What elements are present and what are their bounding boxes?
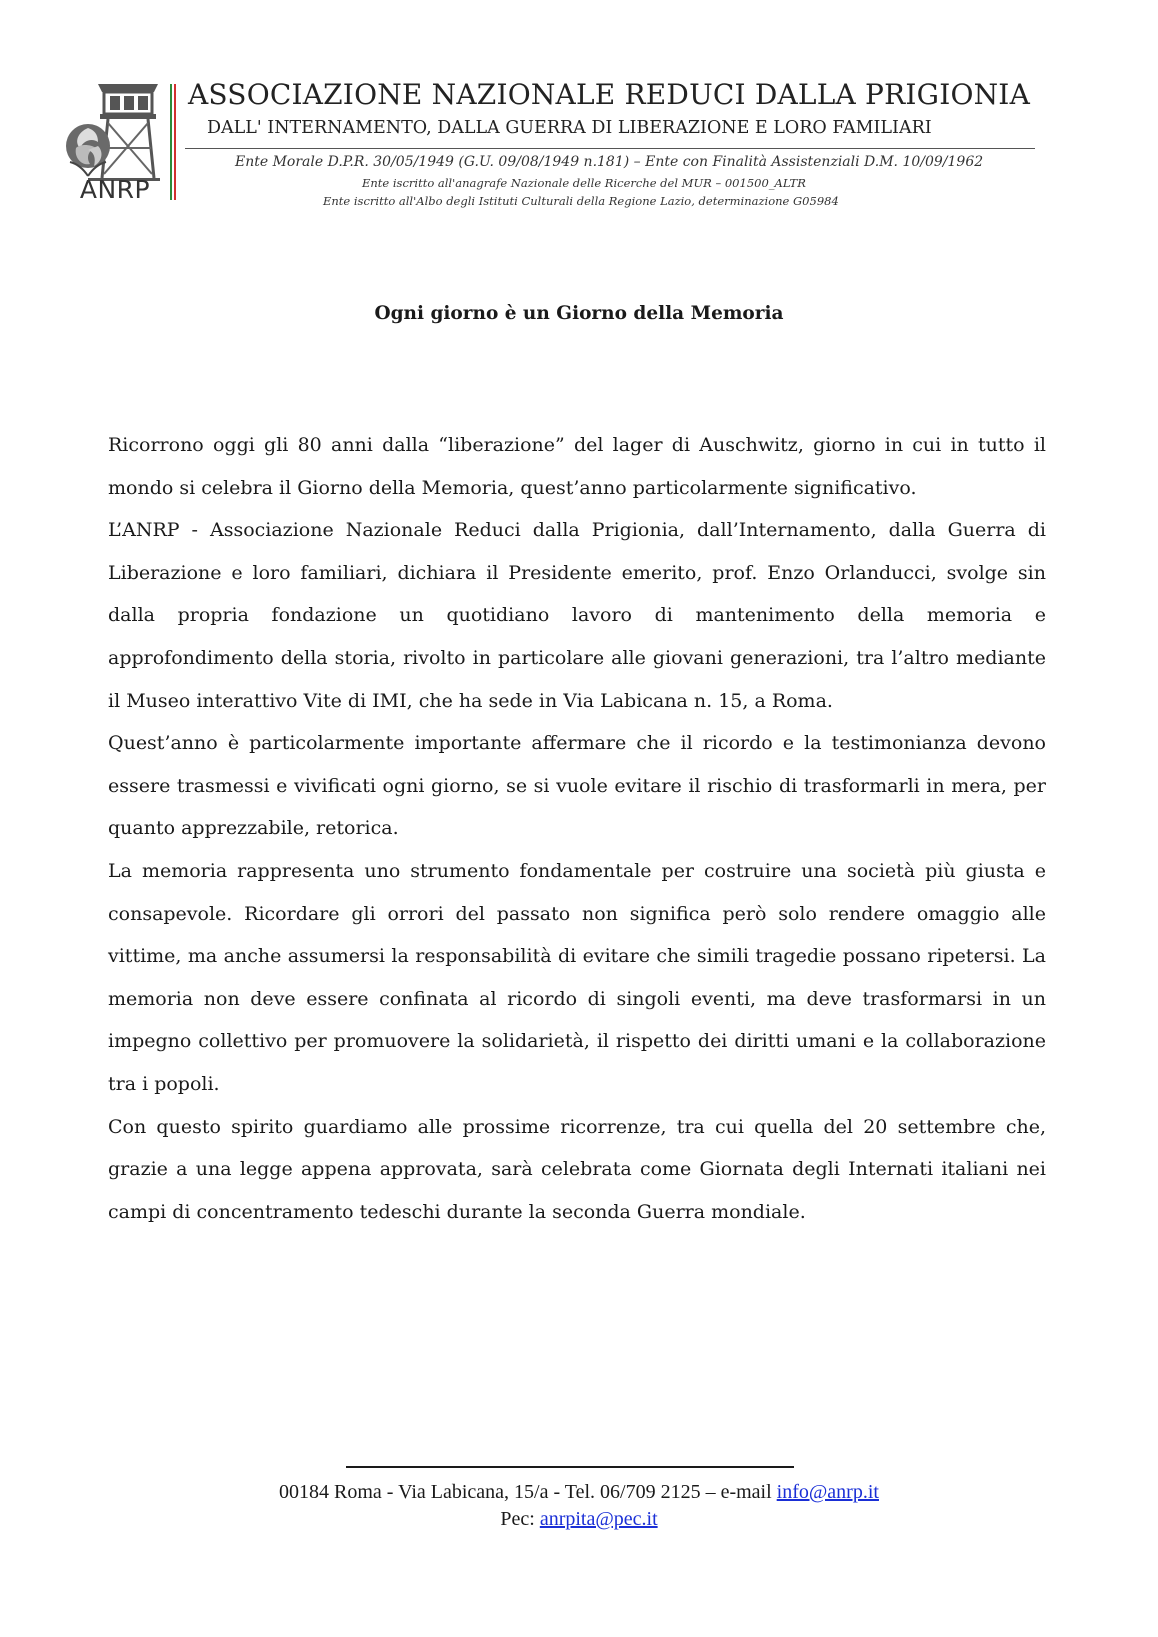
paragraph: Quest’anno è particolarmente importante affermare che il ricordo e la testimonianza devono essere trasmessi e vivificati ogni giorno, se si vuole evitare il rischio di trasformarli in mera, per quanto apprezzabile, retorica. [108, 732, 1046, 840]
paragraph: La memoria rappresenta uno strumento fondamentale per costruire una società più giusta e consapevole. Ricordare gli orrori del passato non significa però solo rendere omaggio alle vittime, ma anche assumersi la responsabilità di evitare che simili tragedie possano ripetersi. La memoria non deve essere confinata al ricordo di singoli eventi, ma deve trasformarsi in un impegno collettivo per promuovere la solidarietà, il rispetto dei diritti umani e la collaborazione tra i popoli. [108, 859, 1046, 1095]
logo-text: ANRP [79, 175, 151, 204]
flag-red-stripe [174, 84, 176, 200]
rose-icon [58, 118, 118, 178]
cultural-registry-line: Ente iscritto all'Albo degli Istituti Culturali della Regione Lazio, determinazione G05984 [323, 194, 839, 208]
registry-line: Ente iscritto all'anagrafe Nazionale delle Ricerche del MUR – 001500_ALTR [362, 176, 806, 190]
email-link[interactable]: info@anrp.it [776, 1481, 879, 1503]
header-divider [185, 148, 1035, 149]
pec-label: Pec: [500, 1508, 540, 1530]
footer-divider [346, 1466, 794, 1468]
italian-flag-bar [170, 84, 176, 200]
paragraph: Con questo spirito guardiamo alle prossime ricorrenze, tra cui quella del 20 settembre che, grazie a una legge appena approvata, sarà celebrata come Giornata degli Internati italiani nei campi di concentramento tedeschi durante la seconda Guerra mondiale. [108, 1115, 1046, 1223]
organization-name: ASSOCIAZIONE NAZIONALE REDUCI DALLA PRIGIONIA [188, 78, 1030, 111]
paragraph: Ricorrono oggi gli 80 anni dalla “liberazione” del lager di Auschwitz, giorno in cui in tutto il mondo si celebra il Giorno della Memoria, quest’anno particolarmente significativo. [108, 434, 1046, 499]
legal-status-line: Ente Morale D.P.R. 30/05/1949 (G.U. 09/08/1949 n.181) – Ente con Finalità Assistenziali D.M. 10/09/1962 [235, 154, 984, 170]
document-title: Ogni giorno è un Giorno della Memoria [374, 303, 784, 324]
footer-contact [0, 1481, 1158, 1504]
organization-subtitle: DALL' INTERNAMENTO, DALLA GUERRA DI LIBERAZIONE E LORO FAMILIARI [207, 118, 932, 138]
footer-address: 00184 Roma - Via Labicana, 15/a - Tel. 06/709 2125 – e-mail [279, 1481, 777, 1503]
paragraph: L’ANRP - Associazione Nazionale Reduci dalla Prigionia, dall’Internamento, dalla Guerra di Liberazione e loro familiari, dichiara il Presidente emerito, prof. Enzo Orlanducci, svolge sin dalla propria fondazione un quotidiano lavoro di mantenimento della memoria e approfondimento della storia, rivolto in particolare alle giovani generazioni, tra l’altro mediante il Museo interattivo Vite di IMI, che ha sede in Via Labicana n. 15, a Roma. [108, 519, 1046, 712]
document-body [108, 424, 1046, 1233]
pec-link[interactable]: anrpita@pec.it [539, 1508, 658, 1530]
footer-pec [0, 1508, 1158, 1531]
